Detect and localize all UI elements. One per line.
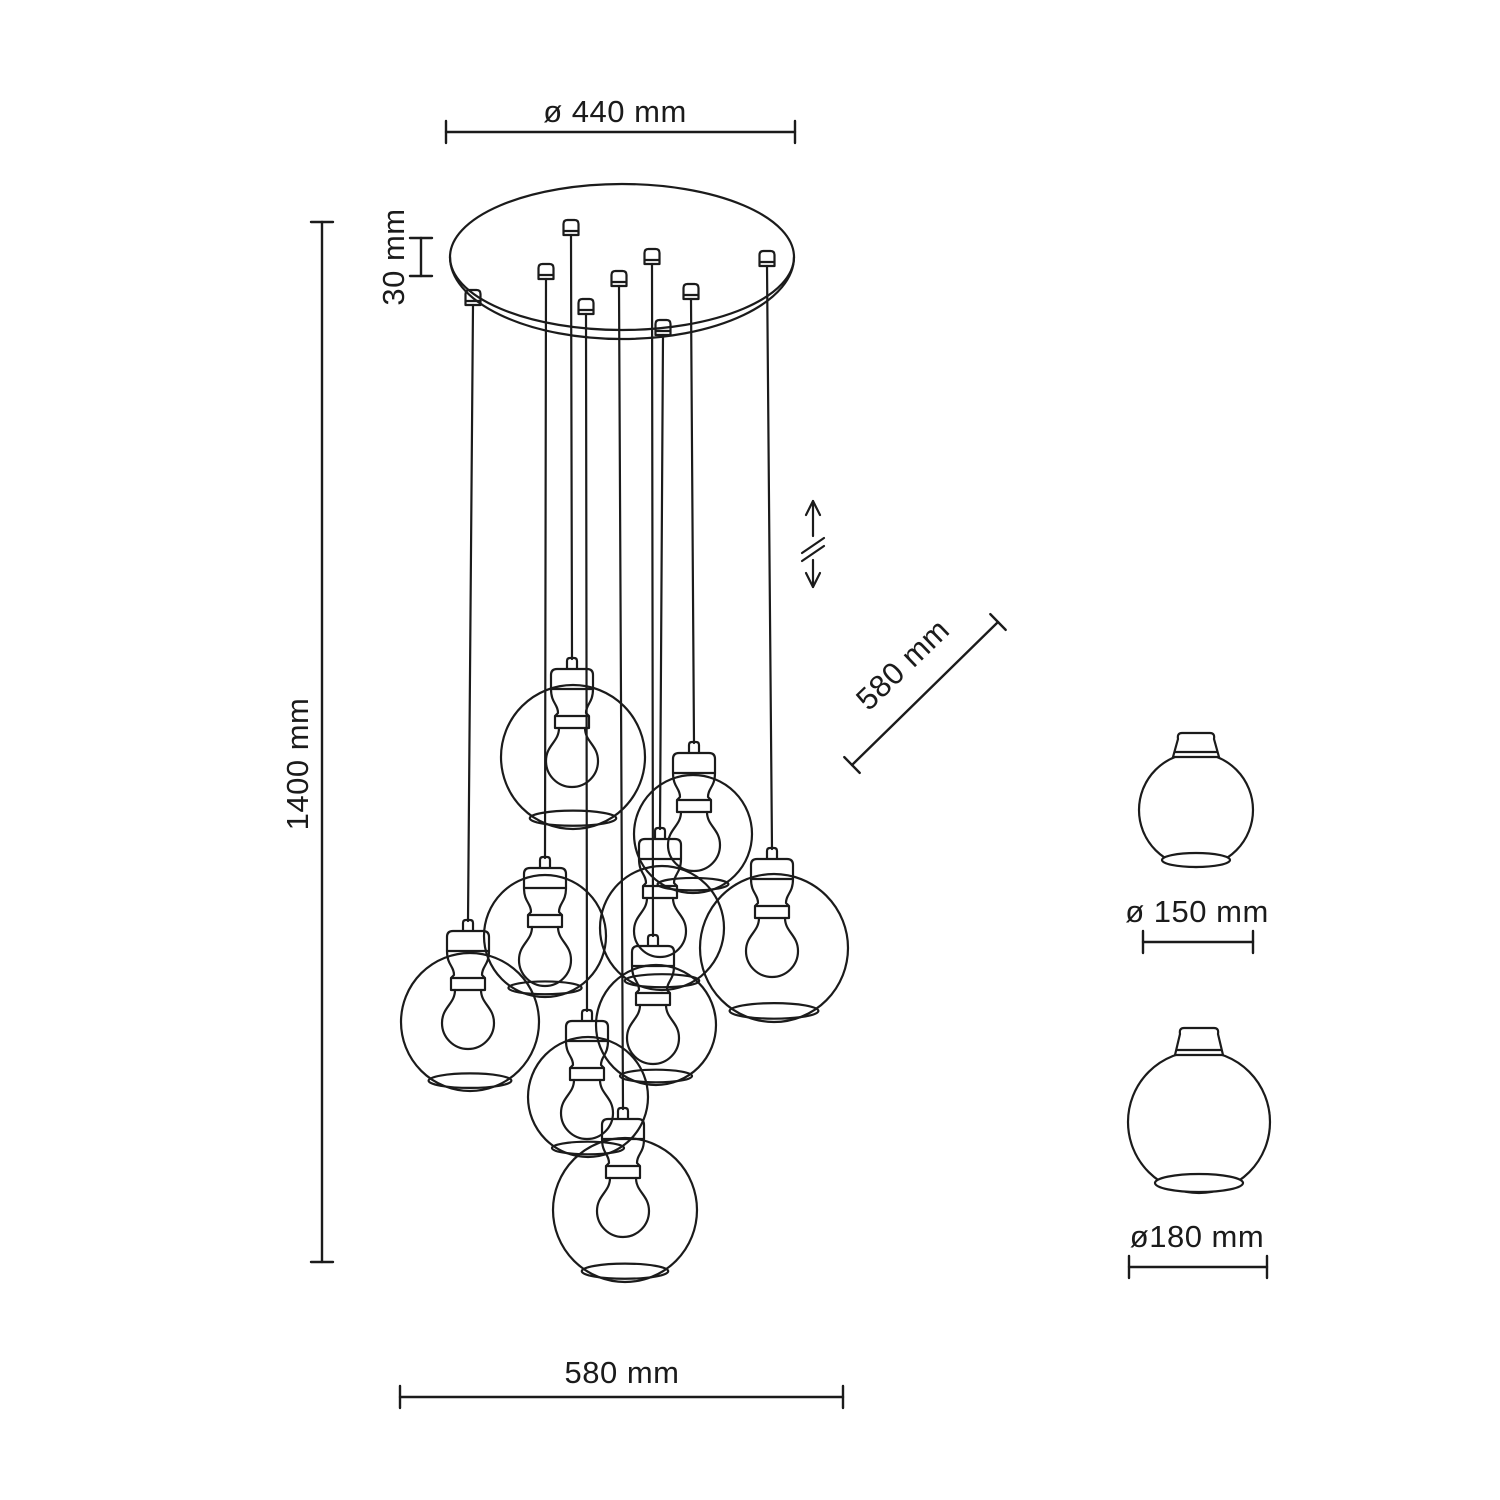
shade-cap xyxy=(1175,1028,1223,1055)
lamp-socket xyxy=(751,848,793,918)
suspension-cord xyxy=(545,279,546,858)
globe-opening xyxy=(620,1070,692,1083)
globe-opening xyxy=(508,981,581,994)
suspension-cord xyxy=(468,305,473,921)
light-bulb xyxy=(634,898,686,957)
globe-opening xyxy=(730,1003,819,1019)
light-bulb xyxy=(442,990,494,1049)
light-bulb xyxy=(546,728,598,787)
dimension-canopy-diameter xyxy=(446,94,795,143)
globe-opening xyxy=(582,1264,668,1279)
suspension-cord xyxy=(767,266,772,849)
dimension-label-canopy-height: 30 mm xyxy=(376,208,411,306)
dimension-suspension-length xyxy=(844,612,1005,773)
suspension-cord xyxy=(660,335,663,829)
suspension-cord xyxy=(586,314,587,1011)
pendant-6 xyxy=(401,305,539,1091)
glass-globe xyxy=(700,874,848,1022)
dimension-label-cluster-spread: 580 mm xyxy=(564,1355,680,1390)
pendant-7 xyxy=(596,264,716,1085)
shade-mouth xyxy=(1162,853,1230,867)
dimension-cluster-spread xyxy=(400,1355,843,1408)
shade-mouth xyxy=(1155,1174,1243,1192)
globe-opening xyxy=(530,811,616,826)
suspension-cord xyxy=(619,286,623,1109)
height-adjustment-arrow xyxy=(802,501,824,587)
ceiling-canopy xyxy=(450,184,794,339)
glass-globe xyxy=(596,965,716,1085)
dimension-small-shade-diameter xyxy=(1125,894,1269,953)
dimension-label-suspension-length: 580 mm xyxy=(849,611,957,717)
dimension-large-shade-diameter xyxy=(1129,1219,1267,1278)
canopy-rim xyxy=(450,257,794,339)
cord-grommet xyxy=(760,251,775,266)
shade-150-detail xyxy=(1139,733,1253,867)
cord-grommet xyxy=(539,264,554,279)
break-mark xyxy=(802,546,824,561)
dimension-overall-height xyxy=(280,222,333,1262)
light-bulb xyxy=(519,927,571,986)
suspension-cord xyxy=(691,299,694,743)
light-bulb xyxy=(746,918,798,977)
light-bulb xyxy=(668,812,720,871)
cord-grommet xyxy=(564,220,579,235)
light-bulb xyxy=(597,1178,649,1237)
cord-grommet xyxy=(645,249,660,264)
dimension-label-large-shade-diameter: ø180 mm xyxy=(1129,1219,1265,1254)
glass-globe xyxy=(401,953,539,1091)
lamp-socket xyxy=(524,857,566,927)
shade-sphere xyxy=(1128,1051,1270,1193)
shade-cap xyxy=(1173,733,1219,757)
suspension-cord xyxy=(652,264,653,936)
dimension-label-overall-height: 1400 mm xyxy=(280,697,315,831)
light-bulb xyxy=(627,1005,679,1064)
shade-180-detail xyxy=(1128,1028,1270,1193)
canopy-top-ellipse xyxy=(450,184,794,330)
shade-sphere xyxy=(1139,753,1253,867)
light-bulb xyxy=(561,1080,613,1139)
lamp-socket xyxy=(566,1010,608,1080)
globe-opening xyxy=(658,878,729,890)
glass-globe xyxy=(553,1138,697,1282)
break-mark xyxy=(802,538,824,553)
cord-grommet xyxy=(612,271,627,286)
globe-opening xyxy=(429,1073,512,1087)
pendant-3 xyxy=(700,266,848,1022)
dimension-label-small-shade-diameter: ø 150 mm xyxy=(1125,894,1269,929)
cord-grommet xyxy=(684,284,699,299)
cord-grommet xyxy=(579,299,594,314)
suspension-cord xyxy=(571,235,572,659)
dimension-label-canopy-diameter: ø 440 mm xyxy=(543,94,687,129)
dimension-canopy-height xyxy=(376,208,432,305)
glass-globe xyxy=(501,685,645,829)
lamp-socket xyxy=(632,935,674,1005)
